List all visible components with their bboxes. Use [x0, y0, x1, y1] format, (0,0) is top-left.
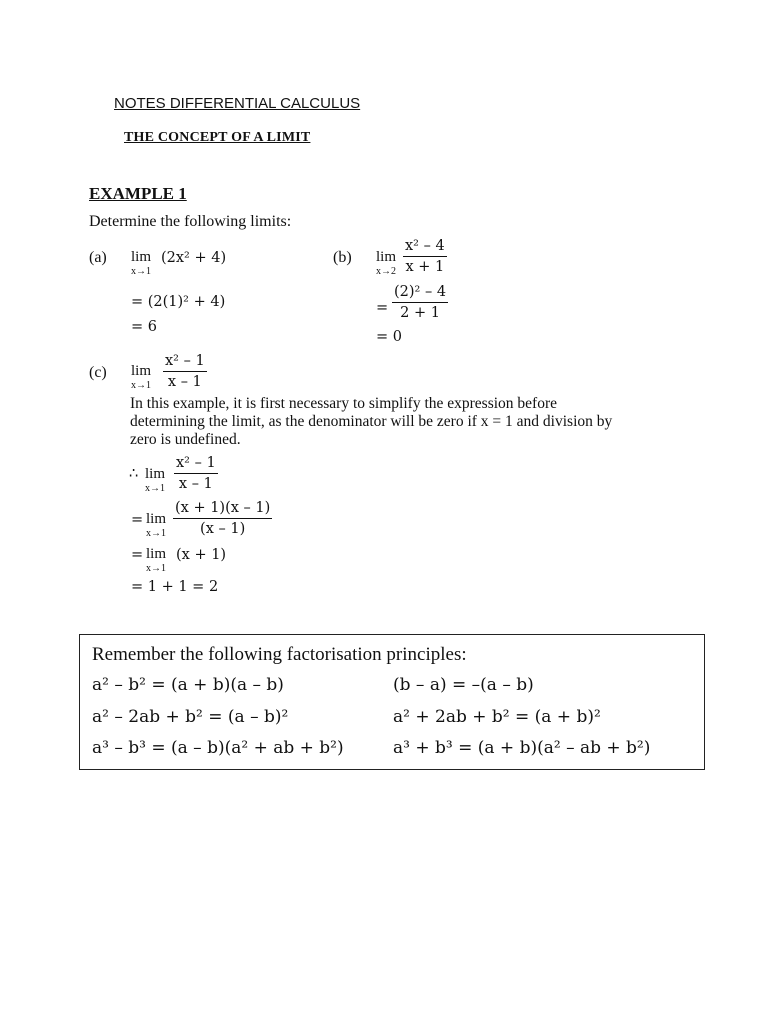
lim-word: lim [146, 546, 167, 562]
part-c-step-3-limit [146, 547, 166, 574]
lim-word: lim [145, 466, 166, 482]
numerator: x² – 4 [403, 239, 447, 257]
part-c-step-4: = 1 + 1 = 2 [131, 579, 219, 595]
part-a-step-2: = 6 [131, 319, 157, 335]
part-c-step-2-limit [146, 512, 166, 539]
part-c-step-3-equals: = [131, 547, 144, 563]
numerator: (x + 1)(x – 1) [173, 501, 272, 519]
part-a-limit [131, 250, 151, 277]
part-c-fraction [163, 354, 207, 389]
lim-subscript: x→1 [131, 380, 151, 391]
part-c-step-3-expression: (x + 1) [176, 547, 227, 563]
lim-subscript: x→1 [145, 483, 165, 494]
part-a-expression: (2x² + 4) [161, 250, 227, 266]
page-title: NOTES DIFFERENTIAL CALCULUS [114, 95, 361, 112]
factorisation-box [79, 634, 705, 770]
lim-word: lim [146, 511, 167, 527]
part-c-step-2-fraction [173, 501, 272, 536]
therefore-symbol: ∴ [129, 466, 139, 482]
part-c-step-1-fraction [174, 456, 218, 491]
lim-subscript: x→2 [376, 266, 396, 277]
numerator: x² – 1 [174, 456, 218, 474]
lim-subscript: x→1 [146, 563, 166, 574]
part-a-label: (a) [89, 249, 107, 266]
identity-difference-of-cubes: a³ – b³ = (a – b)(a² + ab + b²) [92, 738, 344, 758]
lim-subscript: x→1 [146, 528, 166, 539]
denominator: x – 1 [178, 475, 213, 492]
denominator: x – 1 [167, 373, 202, 390]
factorisation-heading: Remember the following factorisation principles: [92, 644, 467, 665]
part-c-label: (c) [89, 364, 107, 381]
part-b-equals: = [376, 300, 389, 316]
numerator: (2)² – 4 [392, 285, 448, 303]
denominator: (x – 1) [200, 520, 246, 537]
part-c-explanation-line-3: zero is undefined. [130, 431, 241, 448]
identity-perfect-square-plus: a² + 2ab + b² = (a + b)² [393, 707, 601, 727]
denominator: 2 + 1 [400, 304, 440, 321]
identity-difference-of-squares: a² – b² = (a + b)(a – b) [92, 675, 284, 695]
example-heading: EXAMPLE 1 [89, 184, 187, 203]
denominator: x + 1 [405, 258, 445, 275]
numerator: x² – 1 [163, 354, 207, 372]
identity-perfect-square-minus: a² – 2ab + b² = (a – b)² [92, 707, 289, 727]
part-c-step-2-equals: = [131, 512, 144, 528]
part-b-fraction [403, 239, 447, 274]
lim-subscript: x→1 [131, 266, 151, 277]
part-c-explanation-line-1: In this example, it is first necessary to simplify the expression before [130, 395, 558, 412]
part-c-step-1-limit [145, 467, 165, 494]
part-b-label: (b) [333, 249, 352, 266]
part-c-explanation-line-2: determining the limit, as the denominator will be zero if x = 1 and division by [130, 413, 613, 430]
part-c-limit [131, 364, 151, 391]
part-b-step-2: = 0 [376, 329, 402, 345]
identity-sign-swap: (b – a) = –(a – b) [393, 675, 534, 695]
lim-word: lim [376, 249, 397, 265]
example-prompt: Determine the following limits: [89, 213, 292, 230]
part-b-step-1-fraction [392, 285, 448, 320]
lim-word: lim [131, 249, 152, 265]
lim-word: lim [131, 363, 152, 379]
identity-sum-of-cubes: a³ + b³ = (a + b)(a² – ab + b²) [393, 738, 651, 758]
part-b-limit [376, 250, 396, 277]
part-a-step-1: = (2(1)² + 4) [131, 294, 226, 310]
section-title: THE CONCEPT OF A LIMIT [124, 130, 311, 145]
